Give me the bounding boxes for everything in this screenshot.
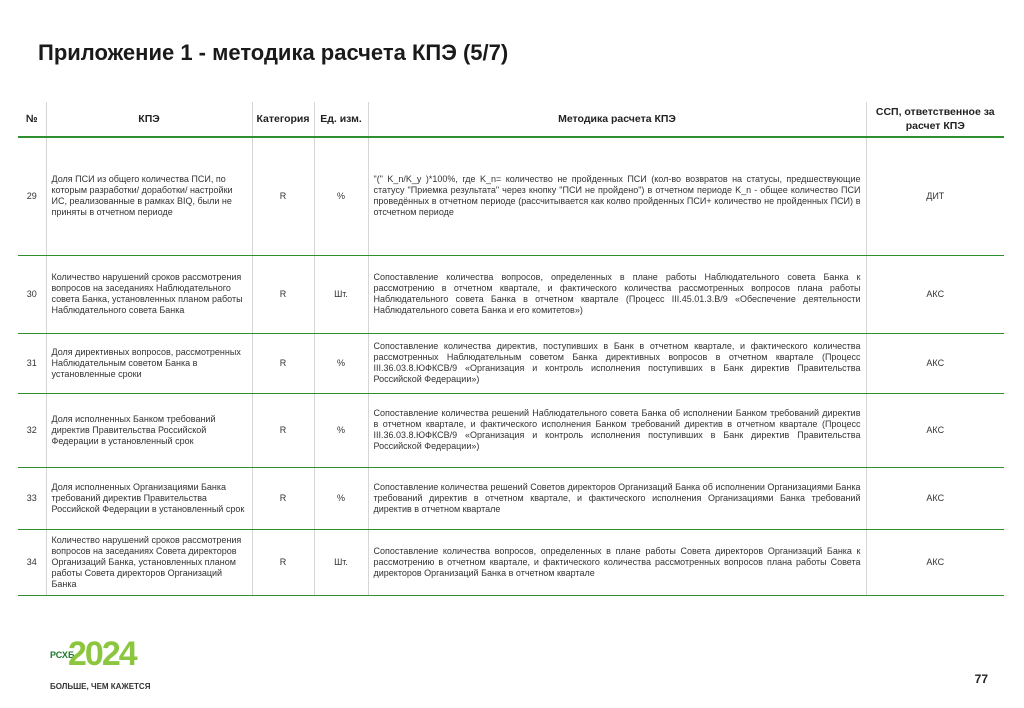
table-row [18, 137, 1004, 255]
cell-unit: Шт. [314, 255, 368, 333]
table-row [18, 393, 1004, 467]
cell-responsible: АКС [866, 393, 1004, 467]
cell-kpi: Количество нарушений сроков рассмотрения вопросов на заседаниях Наблюдательного совета Банка, установленных планом работы Наблюдательного совета Банка [46, 255, 252, 333]
cell-category: R [252, 137, 314, 255]
table-header-row [18, 102, 1004, 137]
cell-category: R [252, 333, 314, 393]
cell-method: Сопоставление количества вопросов, определенных в плане работы Совета директоров Организаций Банка к рассмотрению в отчетном квартале, и фактического количества рассмотренных вопросов плана работы Совета директоров Организаций Банка в отчетном квартале [368, 529, 866, 595]
cell-responsible: АКС [866, 467, 1004, 529]
cell-category: R [252, 529, 314, 595]
cell-unit: % [314, 393, 368, 467]
header-num: № [18, 102, 46, 137]
cell-method: Сопоставление количества вопросов, определенных в плане работы Наблюдательного совета Банка к рассмотрению в отчетном квартале, и фактического количества рассмотренных вопросов плана работы Наблюдательного совета Банка в отчетном квартале (Процесс III.45.01.3.В/9 «Обеспечение деятельности Наблюдательного совета Банка и его комитетов») [368, 255, 866, 333]
cell-method: Сопоставление количества директив, поступивших в Банк в отчетном квартале, и фактического количества рассмотренных Наблюдательным советом Банка директивных вопросов в отчетном квартале (Процесс III.36.03.8.ЮФКСВ/9 «Организация и контроль исполнения поступивших в Банк директив Правительства Российской Федерации») [368, 333, 866, 393]
cell-category: R [252, 467, 314, 529]
cell-kpi: Количество нарушений сроков рассмотрения вопросов на заседаниях Совета директоров Организаций Банка, установленных планом работы Совета директоров Организаций Банка [46, 529, 252, 595]
rshb-2024-logo [50, 636, 170, 696]
cell-num: 29 [18, 137, 46, 255]
kpi-methodology-table [18, 102, 1004, 596]
header-responsible: ССП, ответственное за расчет КПЭ [866, 102, 1004, 137]
cell-unit: % [314, 467, 368, 529]
header-method: Методика расчета КПЭ [368, 102, 866, 137]
header-category: Категория [252, 102, 314, 137]
cell-responsible: АКС [866, 529, 1004, 595]
cell-num: 32 [18, 393, 46, 467]
page-number: 77 [974, 672, 988, 686]
table-row [18, 333, 1004, 393]
logo-brand: РСХБ [50, 650, 75, 660]
page-title: Приложение 1 - методика расчета КПЭ (5/7) [38, 40, 509, 65]
cell-unit: Шт. [314, 529, 368, 595]
cell-kpi: Доля ПСИ из общего количества ПСИ, по которым разработки/ доработки/ настройки ИС, реализованные в рамках BIQ, были не приняты в отчетном периоде [46, 137, 252, 255]
cell-num: 31 [18, 333, 46, 393]
cell-unit: % [314, 333, 368, 393]
cell-method: Сопоставление количества решений Советов директоров Организаций Банка об исполнении Организациями Банка требований директив в отчетном квартале, и фактического исполнения Организациями Банка требований директив в отчетном квартале [368, 467, 866, 529]
logo-year: 2024 [68, 635, 136, 673]
cell-num: 30 [18, 255, 46, 333]
table-row [18, 467, 1004, 529]
cell-method: Сопоставление количества решений Наблюдательного совета Банка об исполнении Банком требований директив в отчетном квартале, и фактического исполнения Банком требований директив в отчетном квартале (Процесс III.36.03.8.ЮФКСВ/9 «Организация и контроль исполнения поступивших в Банк директив Правительства Российской Федерации») [368, 393, 866, 467]
cell-unit: % [314, 137, 368, 255]
cell-kpi: Доля директивных вопросов, рассмотренных Наблюдательным советом Банка в установленные сроки [46, 333, 252, 393]
cell-kpi: Доля исполненных Организациями Банка требований директив Правительства Российской Федерации в установленный срок [46, 467, 252, 529]
cell-responsible: ДИТ [866, 137, 1004, 255]
logo-slogan: БОЛЬШЕ, ЧЕМ КАЖЕТСЯ [50, 682, 151, 691]
header-kpi: КПЭ [46, 102, 252, 137]
cell-responsible: АКС [866, 333, 1004, 393]
table-row [18, 529, 1004, 595]
cell-category: R [252, 255, 314, 333]
cell-kpi: Доля исполненных Банком требований директив Правительства Российской Федерации в установленный срок [46, 393, 252, 467]
cell-num: 34 [18, 529, 46, 595]
cell-num: 33 [18, 467, 46, 529]
cell-category: R [252, 393, 314, 467]
table-row [18, 255, 1004, 333]
header-unit: Ед. изм. [314, 102, 368, 137]
cell-method: "(" K_n/K_y )*100%, где K_n= количество не пройденных ПСИ (кол-во возвратов на статусы, предшествующие статусу "Приемка результата" через кнопку "ПСИ не пройдено") в отчетном периоде K_n - общее количество ПСИ проведённых в отчетном периоде (рассчитывается как колво пройденных ПСИ+ количество не пройденных ПСИ) в отсчетном периоде [368, 137, 866, 255]
cell-responsible: АКС [866, 255, 1004, 333]
